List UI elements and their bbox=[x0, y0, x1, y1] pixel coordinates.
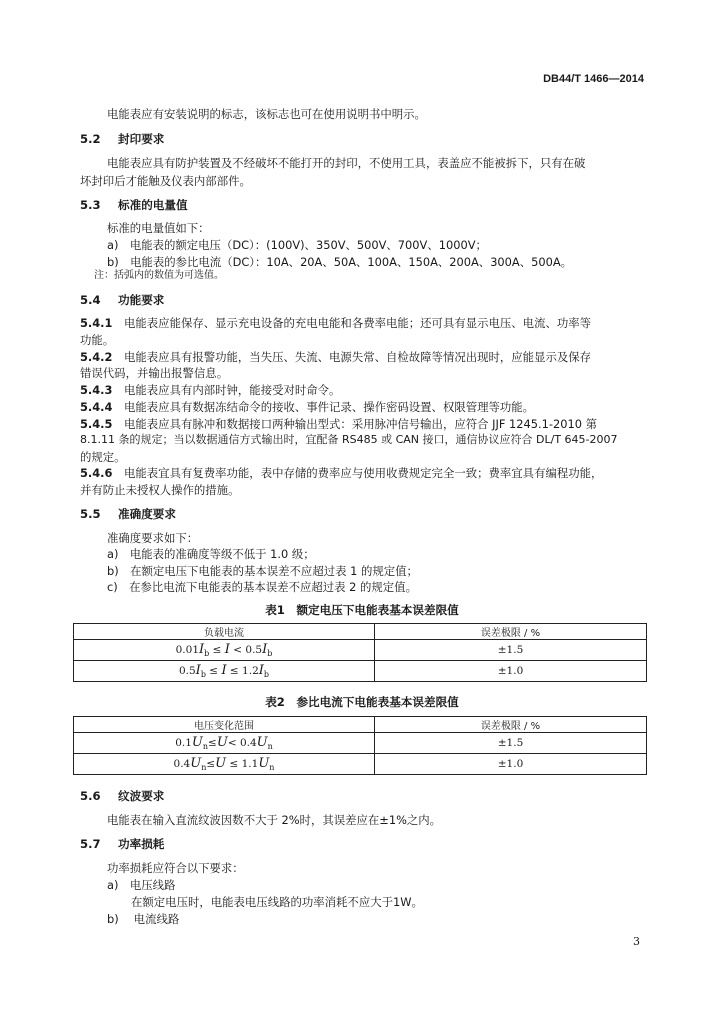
clause-text: 电能表应具有内部时钟，能接受对时命令。 bbox=[124, 383, 341, 397]
column-header: 负载电流 bbox=[74, 624, 375, 640]
section-title: 功能要求 bbox=[118, 293, 165, 307]
error-limit: ±1.0 bbox=[375, 661, 647, 682]
section-number: 5.2 bbox=[80, 132, 101, 146]
section-5-7-heading bbox=[80, 835, 164, 853]
paragraph-voltage-circuit-desc: 在额定电压时，电能表电压线路的功率消耗不应大于1W。 bbox=[131, 895, 423, 909]
column-header: 电压变化范围 bbox=[74, 717, 375, 733]
paragraph-ripple: 电能表在输入直流纹波因数不大于 2%时，其误差应在±1%之内。 bbox=[107, 813, 442, 827]
clause-5-4-6-line2: 并有防止未授权人操作的措施。 bbox=[80, 483, 240, 497]
clause-text: 电能表应能保存、显示充电设备的充电电能和各费率电能；还可具有显示电压、电流、功率等 bbox=[124, 316, 592, 330]
clause-5-4-5-line2: 8.1.11 条的规定；当以数据通信方式输出时，宜配备 RS485 或 CAN 接口，通信协议应符合 DL/T 645-2007 bbox=[80, 433, 618, 446]
section-title: 标准的电量值 bbox=[118, 198, 188, 212]
clause-number: 5.4.3 bbox=[80, 383, 113, 397]
section-number: 5.4 bbox=[80, 293, 101, 307]
load-current-range: $0.01I_b \le I < 0.5I_b$ bbox=[74, 640, 375, 661]
paragraph-install-mark: 电能表应有安装说明的标志，该标志也可在使用说明书中明示。 bbox=[107, 107, 426, 121]
paragraph-seal-line2: 坏封印后才能触及仪表内部部件。 bbox=[80, 174, 251, 188]
clause-number: 5.4.6 bbox=[80, 466, 113, 480]
paragraph-power-intro: 功率损耗应符合以下要求： bbox=[107, 861, 244, 875]
section-5-2-heading bbox=[80, 130, 164, 148]
section-number: 5.5 bbox=[80, 507, 101, 521]
table-1 bbox=[73, 623, 647, 682]
list-item-accuracy-class: a) 电能表的准确度等级不低于 1.0 级； bbox=[107, 547, 315, 561]
voltage-range: $0.4U_n\le U \le 1.1U_n$ bbox=[74, 754, 375, 775]
page-number: 3 bbox=[633, 935, 640, 948]
column-header: 误差极限 / % bbox=[375, 624, 647, 640]
paragraph-seal-line1: 电能表应具有防护装置及不经破坏不能打开的封印，不使用工具，表盖应不能被拆下，只有在破 bbox=[107, 156, 586, 170]
table-row bbox=[74, 754, 647, 775]
clause-5-4-4 bbox=[80, 398, 534, 416]
section-5-3-heading bbox=[80, 196, 188, 214]
clause-number: 5.4.1 bbox=[80, 316, 113, 330]
table-1-caption: 表1 额定电压下电能表基本误差限值 bbox=[265, 603, 459, 617]
table-row bbox=[74, 661, 647, 682]
table-2-caption: 表2 参比电流下电能表基本误差限值 bbox=[265, 695, 459, 709]
error-limit: ±1.0 bbox=[375, 754, 647, 775]
note-optional-values: 注：括弧内的数值为可选值。 bbox=[94, 270, 224, 281]
clause-5-4-5-line3: 的规定。 bbox=[80, 450, 126, 464]
table-header-row bbox=[74, 717, 647, 733]
clause-5-4-1-line1 bbox=[80, 314, 591, 332]
clause-text: 电能表宜具有复费率功能，表中存储的费率应与使用收费规定完全一致；费率宜具有编程功能， bbox=[124, 466, 603, 480]
paragraph-quantity-intro: 标准的电量值如下： bbox=[107, 221, 210, 235]
standard-code: DB44/T 1466—2014 bbox=[543, 73, 644, 85]
error-limit: ±1.5 bbox=[375, 733, 647, 754]
section-title: 功率损耗 bbox=[118, 837, 165, 851]
section-title: 准确度要求 bbox=[118, 507, 176, 521]
paragraph-accuracy-intro: 准确度要求如下： bbox=[107, 531, 199, 545]
section-5-5-heading bbox=[80, 505, 176, 523]
clause-text: 电能表应具有数据冻结命令的接收、事件记录、操作密码设置、权限管理等功能。 bbox=[124, 400, 535, 414]
table-header-row bbox=[74, 624, 647, 640]
section-title: 封印要求 bbox=[118, 132, 165, 146]
list-item-rated-voltage: a) 电能表的额定电压（DC）：(100V)、350V、500V、700V、1000V； bbox=[107, 238, 487, 252]
section-title: 纹波要求 bbox=[118, 789, 165, 803]
clause-text: 电能表应具有脉冲和数据接口两种输出型式：采用脉冲信号输出，应符合 JJF 1245.1-2010 第 bbox=[124, 417, 597, 431]
list-item-current-circuit: b) 电流线路 bbox=[107, 912, 180, 926]
clause-5-4-2-line2: 错误代码，并输出报警信息。 bbox=[80, 366, 229, 380]
clause-5-4-3 bbox=[80, 381, 340, 399]
section-number: 5.3 bbox=[80, 198, 101, 212]
error-limit: ±1.5 bbox=[375, 640, 647, 661]
section-5-6-heading bbox=[80, 787, 164, 805]
list-item-rated-voltage-error: b) 在额定电压下电能表的基本误差不应超过表 1 的规定值； bbox=[107, 564, 418, 578]
clause-number: 5.4.5 bbox=[80, 417, 113, 431]
clause-number: 5.4.4 bbox=[80, 400, 113, 414]
column-header: 误差极限 / % bbox=[375, 717, 647, 733]
clause-number: 5.4.2 bbox=[80, 350, 113, 364]
section-5-4-heading bbox=[80, 291, 164, 309]
list-item-voltage-circuit: a) 电压线路 bbox=[107, 878, 176, 892]
clause-text: 电能表应具有报警功能，当失压、失流、电源失常、自检故障等情况出现时，应能显示及保存 bbox=[124, 350, 592, 364]
section-number: 5.6 bbox=[80, 789, 101, 803]
load-current-range: $0.5I_b \le I \le 1.2I_b$ bbox=[74, 661, 375, 682]
list-item-reference-current-error: c) 在参比电流下电能表的基本误差不应超过表 2 的规定值。 bbox=[107, 580, 417, 594]
table-2 bbox=[73, 716, 647, 775]
clause-5-4-1-line2: 功能。 bbox=[80, 333, 115, 347]
list-item-reference-current: b) 电能表的参比电流（DC）：10A、20A、50A、100A、150A、200A、300A、500A。 bbox=[107, 255, 573, 269]
voltage-range: $0.1U_n\le U< 0.4U_n$ bbox=[74, 733, 375, 754]
clause-5-4-6-line1 bbox=[80, 464, 602, 482]
table-row bbox=[74, 640, 647, 661]
section-number: 5.7 bbox=[80, 837, 101, 851]
table-row bbox=[74, 733, 647, 754]
